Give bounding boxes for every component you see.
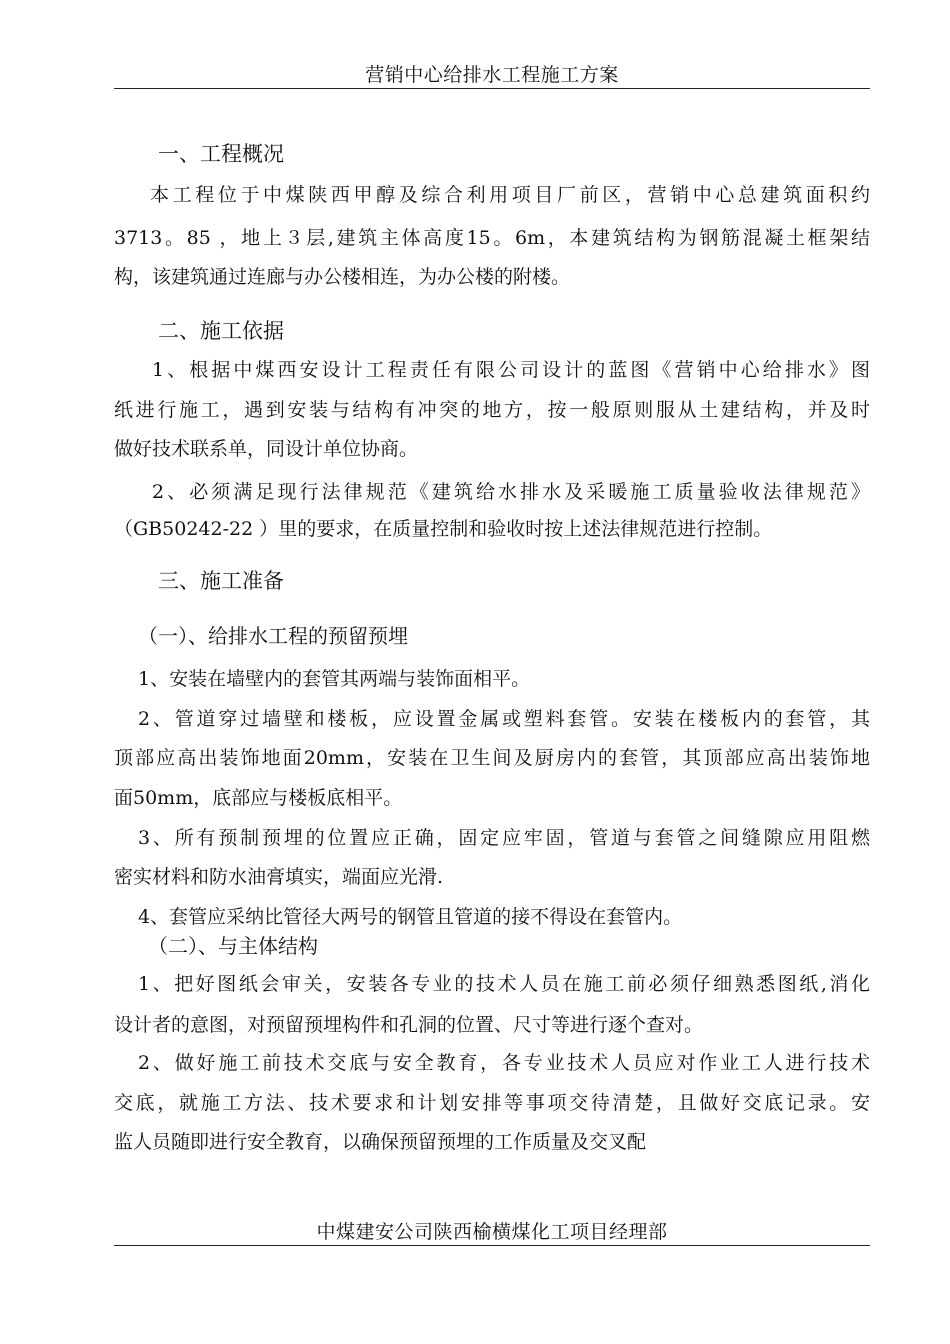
paragraph-line: 设计者的意图，对预留预埋构件和孔洞的位置、尺寸等进行逐个查对。: [114, 1014, 704, 1036]
section-heading-overview: 一、工程概况: [158, 142, 284, 166]
paragraph-line: 顶部应高出装饰地面20mm，安装在卫生间及厨房内的套管，其顶部应高出装饰地: [114, 747, 870, 769]
paragraph-line: 面50mm，底部应与楼板底相平。: [114, 787, 403, 809]
paragraph-line: 2、做好施工前技术交底与安全教育，各专业技术人员应对作业工人进行技术: [138, 1052, 870, 1074]
paragraph-line: 2、必须满足现行法律规范《建筑给水排水及采暖施工质量验收法律规范》: [152, 481, 870, 503]
paragraph-line: 3713。85 ，地上３层,建筑主体高度15。6m，本建筑结构为钢筋混凝土框架结: [114, 227, 870, 249]
paragraph-line: 2、管道穿过墙壁和楼板，应设置金属或塑料套管。安装在楼板内的套管，其: [138, 708, 870, 730]
subsection-heading-structure: （二）、与主体结构: [148, 934, 318, 958]
page-footer: 中煤建安公司陕西榆横煤化工项目经理部: [114, 1219, 870, 1246]
paragraph-line: 1、把好图纸会审关，安装各专业的技术人员在施工前必须仔细熟悉图纸,消化: [138, 973, 870, 995]
paragraph-line: 本工程位于中煤陕西甲醇及综合利用项目厂前区，营销中心总建筑面积约: [150, 184, 870, 206]
subsection-heading-embedding: （一）、给排水工程的预留预埋: [138, 624, 408, 648]
paragraph-line: 做好技术联系单，同设计单位协商。: [114, 438, 419, 460]
paragraph-line: 3、所有预制预埋的位置应正确，固定应牢固，管道与套管之间缝隙应用阻燃: [138, 827, 870, 849]
paragraph-line: 密实材料和防水油膏填实，端面应光滑.: [114, 866, 444, 888]
paragraph-line: 1、安装在墙壁内的套管其两端与装饰面相平。: [138, 668, 531, 690]
section-heading-preparation: 三、施工准备: [158, 569, 284, 593]
section-heading-basis: 二、施工依据: [158, 319, 284, 343]
page-header: 营销中心给排水工程施工方案: [114, 62, 870, 89]
paragraph-line: 1、根据中煤西安设计工程责任有限公司设计的蓝图《营销中心给排水》图: [152, 359, 870, 381]
paragraph-line: 构，该建筑通过连廊与办公楼相连，为办公楼的附楼。: [114, 266, 571, 288]
paragraph-line: （GB50242-22 ）里的要求，在质量控制和验收时按上述法律规范进行控制。: [114, 518, 773, 540]
paragraph-line: 4、套管应采纳比管径大两号的钢管且管道的接不得设在套管内。: [138, 906, 683, 928]
paragraph-line: 交底，就施工方法、技术要求和计划安排等事项交待清楚，且做好交底记录。安: [114, 1092, 870, 1114]
paragraph-line: 纸进行施工，遇到安装与结构有冲突的地方，按一般原则服从土建结构，并及时: [114, 399, 870, 421]
paragraph-line: 监人员随即进行安全教育，以确保预留预埋的工作质量及交叉配: [114, 1131, 647, 1153]
